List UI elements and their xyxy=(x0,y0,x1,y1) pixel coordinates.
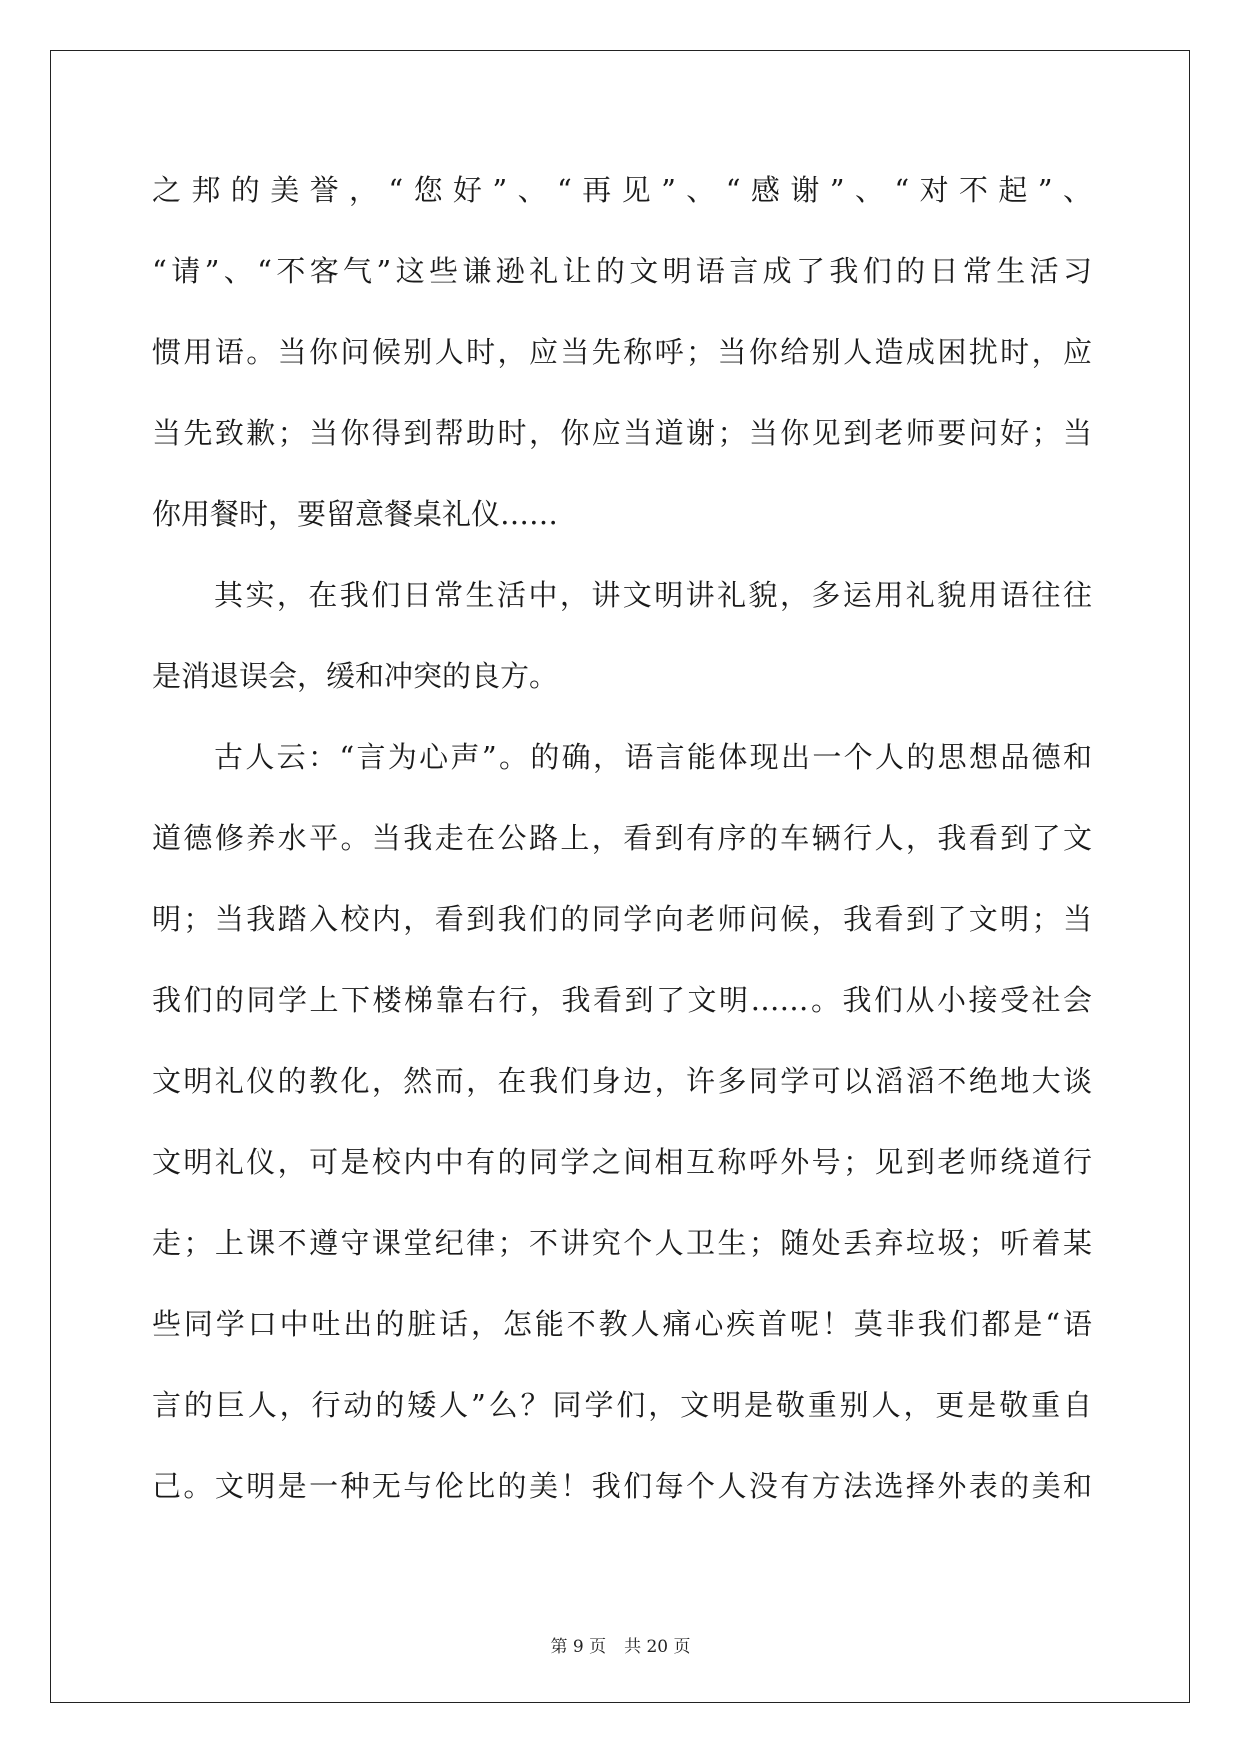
document-body xyxy=(152,150,1092,1527)
page-footer xyxy=(0,1632,1241,1657)
text-line: 其实，在我们日常生活中，讲文明讲礼貌，多运用礼貌用语往往 xyxy=(214,578,1092,612)
text-line: 你用餐时，要留意餐桌礼仪…… xyxy=(152,497,559,531)
text-line: 当先致歉；当你得到帮助时，你应当道谢；当你见到老师要问好；当 xyxy=(152,416,1092,450)
text-line: 古人云：“言为心声”。的确，语言能体现出一个人的思想品德和 xyxy=(214,740,1092,774)
text-line: 己。文明是一种无与伦比的美！我们每个人没有方法选择外表的美和 xyxy=(152,1469,1092,1503)
text-line: 言的巨人，行动的矮人”么？同学们，文明是敬重别人，更是敬重自 xyxy=(152,1388,1092,1422)
text-line: 些同学口中吐出的脏话，怎能不教人痛心疾首呢！莫非我们都是“语 xyxy=(152,1307,1092,1341)
text-line: 惯用语。当你问候别人时，应当先称呼；当你给别人造成困扰时，应 xyxy=(152,335,1092,369)
text-line: 明；当我踏入校内，看到我们的同学向老师问候，我看到了文明；当 xyxy=(152,902,1092,936)
text-line: “请”、“不客气”这些谦逊礼让的文明语言成了我们的日常生活习 xyxy=(152,254,1092,288)
page-number: 第 9 页 xyxy=(550,1637,607,1657)
text-line: 文明礼仪的教化，然而，在我们身边，许多同学可以滔滔不绝地大谈 xyxy=(152,1064,1092,1098)
text-line: 道德修养水平。当我走在公路上，看到有序的车辆行人，我看到了文 xyxy=(152,821,1092,855)
text-line: 是消退误会，缓和冲突的良方。 xyxy=(152,659,559,693)
text-line: 走；上课不遵守课堂纪律；不讲究个人卫生；随处丢弃垃圾；听着某 xyxy=(152,1226,1092,1260)
text-line: 我们的同学上下楼梯靠右行，我看到了文明……。我们从小接受社会 xyxy=(152,983,1092,1017)
text-line: 文明礼仪，可是校内中有的同学之间相互称呼外号；见到老师绕道行 xyxy=(152,1145,1092,1179)
text-line: 之邦的美誉，“您好”、“再见”、“感谢”、“对不起”、 xyxy=(152,173,1092,207)
page-total: 共 20 页 xyxy=(624,1637,691,1657)
